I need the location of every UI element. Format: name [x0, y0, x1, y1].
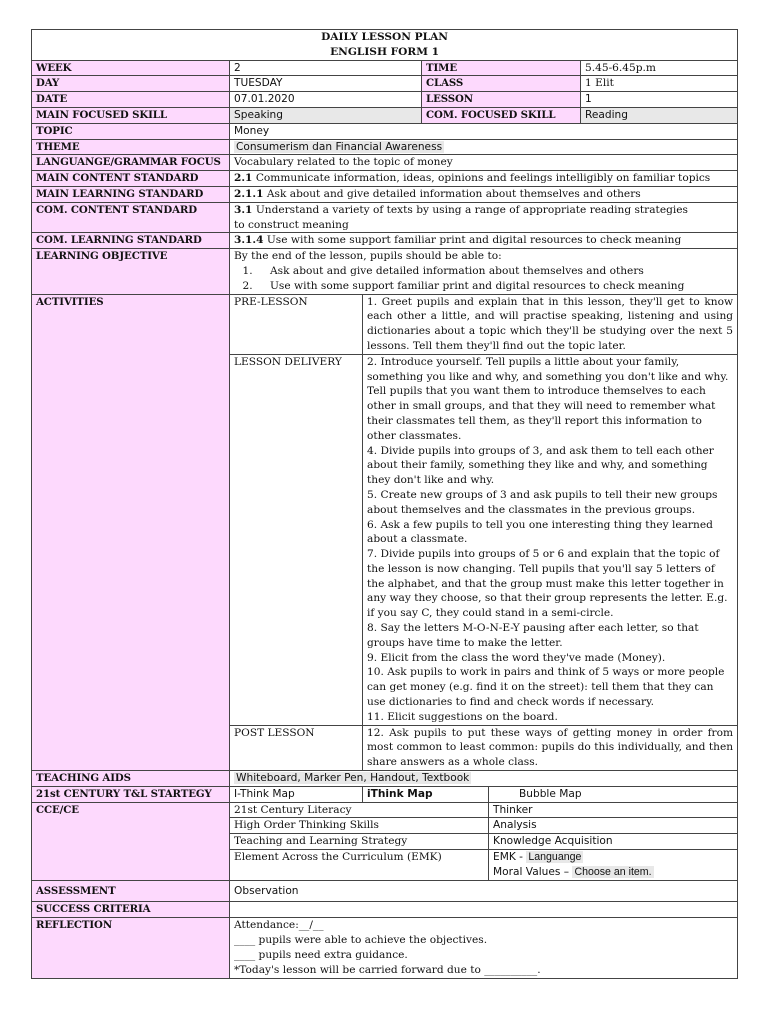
success-criteria-label: SUCCESS CRITERIA [32, 902, 230, 918]
delivery-step[interactable]: 6. Ask a few pupils to tell you one interesting thing they learned about a classmate. [367, 518, 713, 546]
topic-row [32, 123, 738, 139]
main-learning-standard-text[interactable]: Ask about and give detailed information about themselves and others [266, 187, 641, 200]
teaching-aids-row [32, 771, 738, 787]
success-criteria-row [32, 902, 738, 918]
lesson-label: LESSON [422, 92, 581, 108]
reflection-attendance[interactable]: Attendance:__/__ [234, 919, 324, 932]
learning-objective-label: LEARNING OBJECTIVE [32, 249, 230, 294]
lesson-value[interactable]: 1 [581, 92, 738, 108]
cce-strategy-name: Teaching and Learning Strategy [230, 834, 489, 850]
theme-row [32, 139, 738, 155]
date-label: DATE [32, 92, 230, 108]
post-lesson-text[interactable]: 12. Ask pupils to put these ways of getting money in order from most common to least common: pupils do this individually, and then share answers as a whole class. [363, 725, 738, 770]
theme-label: THEME [32, 139, 230, 155]
cce-row [32, 802, 738, 818]
com-content-standard-cell [230, 202, 738, 233]
topic-value[interactable]: Money [230, 123, 738, 139]
emk-dropdown[interactable]: Languange [528, 851, 582, 864]
reflection-carry-forward[interactable]: *Today's lesson will be carried forward due to __________. [234, 963, 541, 976]
class-value[interactable]: 1 Elit [581, 76, 738, 92]
assessment-value[interactable]: Observation [230, 880, 738, 902]
grammar-label: LANGUANGE/GRAMMAR FOCUS [32, 155, 230, 171]
learning-objective-row [32, 249, 738, 294]
lesson-delivery-cell [363, 354, 738, 725]
delivery-step[interactable]: 11. Elicit suggestions on the board. [367, 710, 558, 723]
grammar-value[interactable]: Vocabulary related to the topic of money [230, 155, 738, 171]
time-value[interactable]: 5.45-6.45p.m [581, 60, 738, 76]
com-learning-standard-cell [230, 233, 738, 249]
day-label: DAY [32, 76, 230, 92]
com-content-standard-code: 3.1 [234, 203, 253, 216]
main-content-standard-text[interactable]: Communicate information, ideas, opinions and feelings intelligibly on familiar topics [255, 172, 711, 185]
com-skill-dropdown[interactable]: Reading [581, 107, 738, 123]
day-row [32, 76, 738, 92]
delivery-step[interactable]: 2. Introduce yourself. Tell pupils a little about your family, something you like and why, and something you don't like and why. Tell pupils that you want them to introduce themselves to each other in small groups, and that they will need to remember what their classmates tell them, as they'll report this information to other classmates. [367, 355, 729, 442]
strategy-row [32, 786, 738, 802]
strategy-map-1[interactable]: I-Think Map [230, 786, 363, 802]
theme-cell [230, 139, 738, 155]
com-learning-standard-code: 3.1.4 [234, 234, 264, 247]
plan-header [32, 30, 738, 61]
objective-item[interactable]: 2. Use with some support familiar print and digital resources to check meaning [256, 279, 733, 294]
date-value[interactable]: 07.01.2020 [230, 92, 422, 108]
reflection-row [32, 918, 738, 979]
assessment-row [32, 880, 738, 902]
reflection-cell [230, 918, 738, 979]
objective-item[interactable]: 1. Ask about and give detailed information about themselves and others [256, 264, 733, 279]
emk-prefix: EMK - [493, 851, 523, 864]
learning-objective-cell [230, 249, 738, 294]
moral-prefix: Moral Values – [493, 865, 570, 878]
main-skill-label: MAIN FOCUSED SKILL [32, 107, 230, 123]
objective-intro[interactable]: By the end of the lesson, pupils should be able to: [234, 250, 502, 263]
teaching-aids-dropdown[interactable]: Whiteboard, Marker Pen, Handout, Textbook [236, 772, 470, 785]
success-criteria-value[interactable] [230, 902, 738, 918]
emk-line [493, 850, 733, 865]
com-content-standard-row [32, 202, 738, 233]
assessment-label: ASSESSMENT [32, 880, 230, 902]
week-row [32, 60, 738, 76]
delivery-step[interactable]: 4. Divide pupils into groups of 3, and ask them to tell each other about their family, something they like and why, and something they don't like and why. [367, 444, 714, 487]
theme-dropdown[interactable]: Consumerism dan Financial Awareness [236, 140, 443, 153]
cce-emk-name: Element Across the Curriculum (EMK) [230, 850, 489, 881]
delivery-step[interactable]: 5. Create new groups of 3 and ask pupils to tell their new groups about themselves and the classmates in the previous groups. [367, 488, 718, 516]
strategy-map-3[interactable]: Bubble Map [489, 786, 738, 802]
main-learning-standard-code: 2.1.1 [234, 187, 264, 200]
skill-row [32, 107, 738, 123]
week-value[interactable]: 2 [230, 60, 422, 76]
delivery-step[interactable]: 8. Say the letters M-O-N-E-Y pausing after each letter, so that groups have time to make the letter. [367, 622, 699, 649]
com-skill-label: COM. FOCUSED SKILL [422, 107, 581, 123]
reflection-achieved[interactable]: ____ pupils were able to achieve the objectives. [234, 934, 488, 947]
main-content-standard-row [32, 171, 738, 187]
cce-hots-value[interactable]: Analysis [489, 818, 738, 834]
class-label: CLASS [422, 76, 581, 92]
time-label: TIME [422, 60, 581, 76]
com-content-standard-text2[interactable]: to construct meaning [234, 218, 349, 231]
com-content-standard-line1 [234, 203, 733, 218]
strategy-label: 21st CENTURY T&L STARTEGY [32, 786, 230, 802]
activities-label: ACTIVITIES [32, 294, 230, 771]
strategy-map-2[interactable]: iThink Map [363, 786, 489, 802]
com-content-standard-text1[interactable]: Understand a variety of texts by using a range of appropriate reading strategies [255, 203, 688, 216]
cce-hots-name: High Order Thinking Skills [230, 818, 489, 834]
main-learning-standard-cell [230, 186, 738, 202]
main-learning-standard-row [32, 186, 738, 202]
cce-literacy-value[interactable]: Thinker [489, 802, 738, 818]
header-row [32, 30, 738, 61]
plan-title: DAILY LESSON PLAN [321, 31, 448, 43]
cce-emk-cell [489, 850, 738, 881]
post-lesson-label: POST LESSON [230, 725, 363, 770]
week-label: WEEK [32, 60, 230, 76]
delivery-step[interactable]: 9. Elicit from the class the word they've made (Money). [367, 651, 666, 664]
pre-lesson-text[interactable]: 1. Greet pupils and explain that in this lesson, they'll get to know each other a little, and will practise speaking, listening and using dictionaries about a topic which they'll be studying over the next 5 lessons. Tell them they'll find out the topic later. [363, 294, 738, 354]
topic-label: TOPIC [32, 123, 230, 139]
moral-dropdown[interactable]: Choose an item. [574, 865, 652, 878]
date-row [32, 92, 738, 108]
main-learning-standard-label: MAIN LEARNING STANDARD [32, 186, 230, 202]
main-skill-dropdown[interactable]: Speaking [230, 107, 422, 123]
lesson-delivery-label: LESSON DELIVERY [230, 354, 363, 725]
plan-subtitle: ENGLISH FORM 1 [330, 45, 439, 58]
pre-lesson-row [32, 294, 738, 354]
reflection-label: REFLECTION [32, 918, 230, 979]
main-content-standard-cell [230, 171, 738, 187]
cce-label: CCE/CE [32, 802, 230, 880]
delivery-step[interactable]: 10. Ask pupils to work in pairs and think of 5 ways or more people can get money (e.g. find it on the street): tell them that they can use dictionaries to find and check words if necessary. [367, 666, 725, 709]
cce-strategy-value[interactable]: Knowledge Acquisition [489, 834, 738, 850]
moral-line [493, 865, 733, 880]
teaching-aids-label: TEACHING AIDS [32, 771, 230, 787]
objective-list [234, 264, 733, 294]
com-learning-standard-label: COM. LEARNING STANDARD [32, 233, 230, 249]
com-learning-standard-row [32, 233, 738, 249]
cce-literacy-name: 21st Century Literacy [230, 802, 489, 818]
main-content-standard-label: MAIN CONTENT STANDARD [32, 171, 230, 187]
com-content-standard-label: COM. CONTENT STANDARD [32, 202, 230, 233]
pre-lesson-label: PRE-LESSON [230, 294, 363, 354]
main-content-standard-code: 2.1 [234, 172, 253, 185]
reflection-guidance[interactable]: ____ pupils need extra guidance. [234, 948, 408, 961]
day-value[interactable]: TUESDAY [230, 76, 422, 92]
lesson-plan-table [31, 29, 738, 979]
teaching-aids-cell [230, 771, 738, 787]
delivery-step[interactable]: 7. Divide pupils into groups of 5 or 6 and explain that the topic of the lesson is now changing. Tell pupils that you'll say 5 letters of the alphabet, and that the group must make this letter together in any way they choose, so that their group represents the letter. E.g. if you say C, they could stand in a semi-circle. [367, 548, 728, 620]
com-learning-standard-text[interactable]: Use with some support familiar print and digital resources to check meaning [266, 234, 682, 247]
grammar-row [32, 155, 738, 171]
